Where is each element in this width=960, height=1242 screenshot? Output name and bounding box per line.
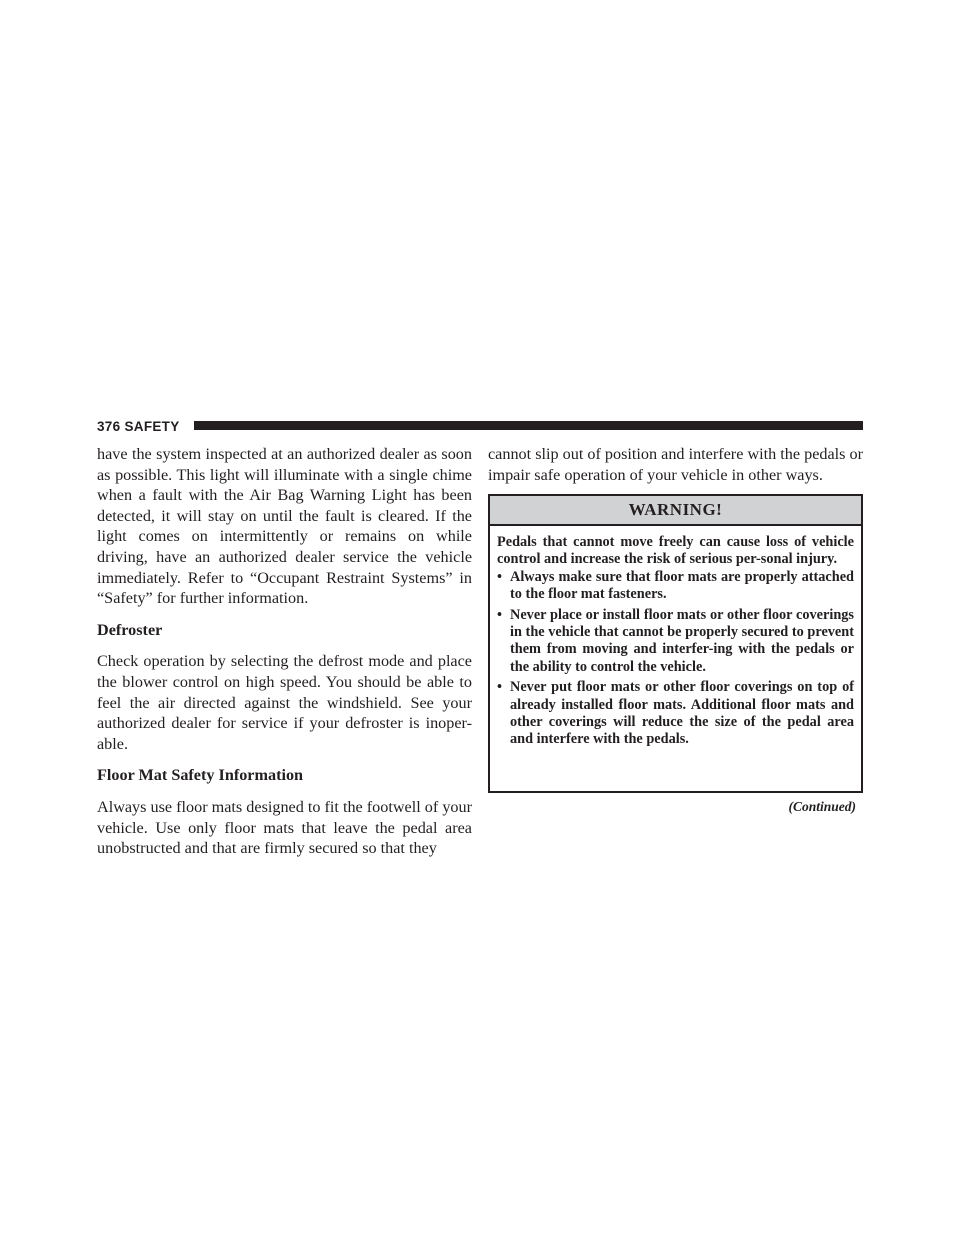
warning-body [490, 526, 861, 749]
warning-list [497, 569, 854, 749]
bullet-icon: • [497, 606, 503, 623]
floor-mat-heading: Floor Mat Safety Information [97, 766, 304, 785]
floor-mat-continuation-paragraph: cannot slip out of position and interfere with the pedals or impair safe operation of your vehicle in other ways. [488, 445, 863, 484]
floor-mat-paragraph: Always use floor mats designed to fit the footwell of your vehicle. Use only floor mats that leave the pedal area unobstructed and that are firmly secured so that they [97, 797, 472, 858]
defroster-paragraph: Check operation by selecting the defrost mode and place the blower control on high speed. You should be able to feel the air directed against the windshield. See your authorized dealer for service if your defroster is inoper-able. [97, 652, 472, 753]
warning-item-text: Always make sure that floor mats are properly attached to the floor mat fasteners. [510, 568, 854, 603]
page-number-section-label: 376 SAFETY [97, 419, 180, 434]
warning-list-item [497, 607, 854, 677]
bullet-icon: • [497, 679, 503, 696]
air-bag-paragraph: have the system inspected at an authorized dealer as soon as possible. This light will illuminate with a single chime when a fault with the Air Bag Warning Light has been detected, it will stay on until the fault is cleared. If the light comes on intermittently or remains on while driving, have an authorized dealer service the vehicle immediately. Refer to “Occupant Restraint Systems” in “Safety” for further information. [97, 445, 472, 608]
page-header [97, 417, 863, 437]
header-rule-bar [194, 421, 863, 430]
warning-item-text: Never place or install floor mats or other floor coverings in the vehicle that cannot be properly secured to prevent them from moving and interfer-ing with the pedals or the ability to control the vehicle. [510, 606, 854, 675]
warning-title: WARNING! [490, 496, 861, 526]
warning-list-item [497, 679, 854, 749]
warning-intro: Pedals that cannot move freely can cause loss of vehicle control and increase the risk of serious per-sonal injury. [497, 534, 854, 568]
warning-list-item [497, 569, 854, 604]
defroster-heading: Defroster [97, 620, 163, 639]
right-column [488, 444, 863, 496]
left-column [97, 444, 472, 870]
continued-label: (Continued) [788, 799, 856, 814]
bullet-icon: • [497, 568, 503, 585]
warning-item-text: Never put floor mats or other floor coverings on top of already installed floor mats. Additional floor mats and other coverings will reduce the size of the pedal area and interfere with the pedals. [510, 679, 854, 748]
warning-box [488, 494, 863, 793]
